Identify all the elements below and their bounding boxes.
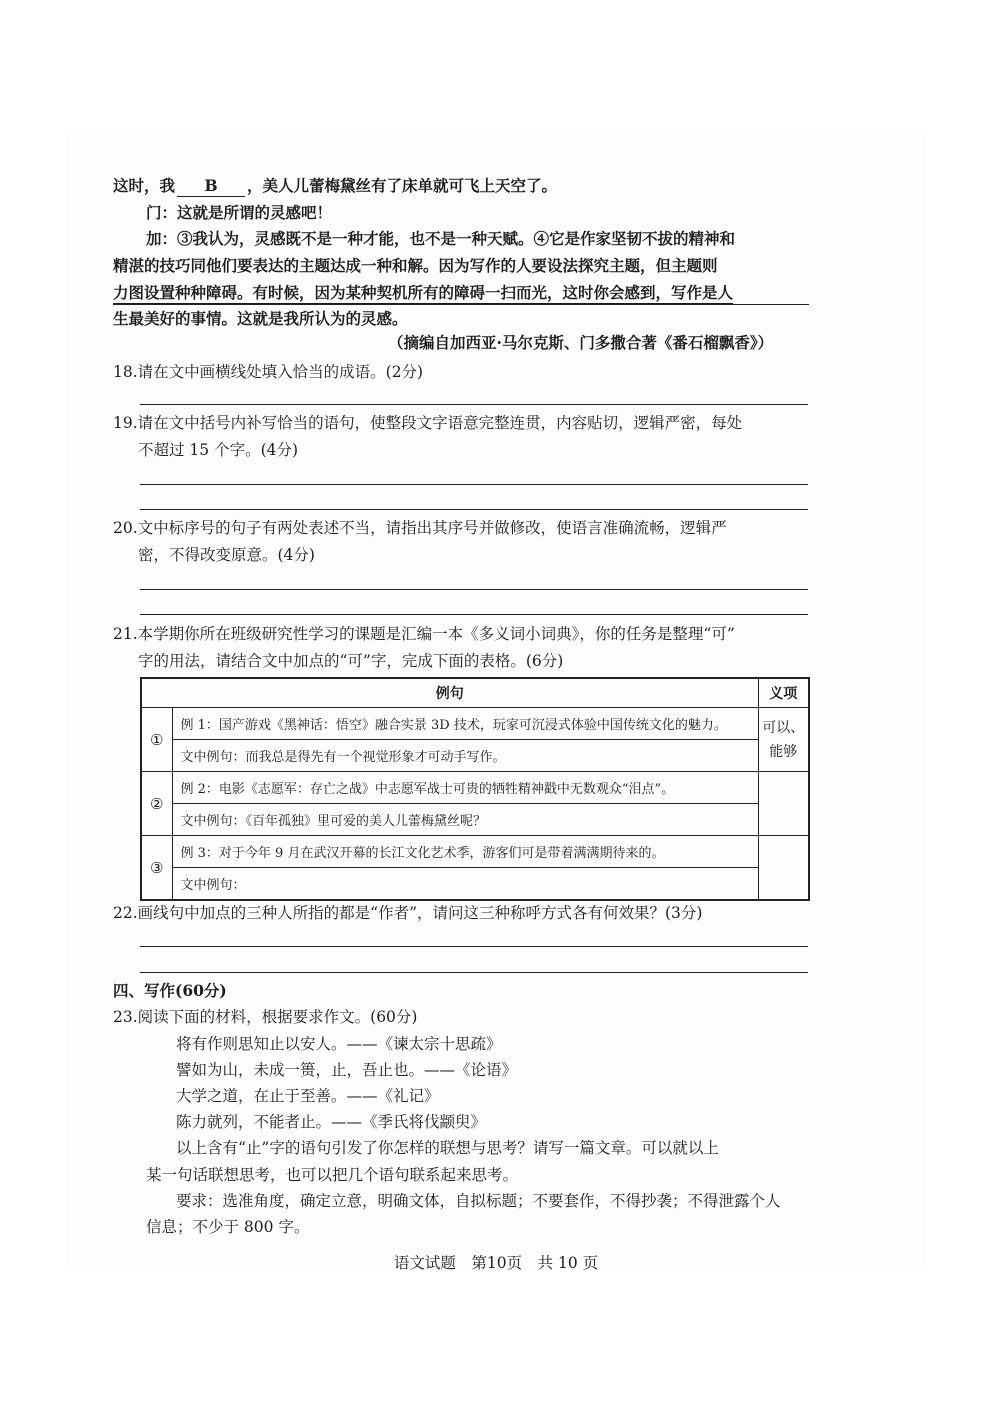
answer-line-19a — [140, 484, 808, 485]
row-number: ① — [141, 708, 172, 772]
page-footer: 语文试题 第10页 共 10 页 — [393, 1254, 599, 1272]
question-23: 23.阅读下面的材料，根据要求作文。(60分) — [113, 1008, 418, 1026]
requirement-line-1: 要求：选准角度，确定立意，明确文体，自拟标题；不要套作，不得抄袭；不得泄露个人 — [176, 1192, 781, 1210]
question-20-line-2: 密，不得改变原意。(4分) — [138, 546, 315, 564]
section-writing: 四、写作(60分) — [113, 981, 227, 1000]
meaning-text: 可以、 — [762, 719, 805, 736]
meaning-cell — [758, 836, 809, 901]
row-number: ③ — [141, 836, 172, 901]
text-example-sentence: 文中例句： — [172, 868, 758, 901]
question-21-line-2: 字的用法，请结合文中加点的“可”字，完成下面的表格。(6分) — [138, 652, 564, 670]
example-sentence: 例 3：对于今年 9 月在武汉开幕的长江文化艺术季，游客们可是带着满满期待来的。 — [172, 836, 758, 868]
row-number: ② — [141, 772, 172, 836]
passage-line-3: 加：③我认为，灵感既不是一种才能，也不是一种天赋。④它是作家坚韧不拔的精神和 — [146, 229, 736, 248]
header-meaning: 义项 — [758, 678, 809, 708]
meaning-text: 能够 — [769, 743, 798, 760]
question-20-line-1: 20.文中标序号的句子有两处表述不当，请指出其序号并做修改，使语言准确流畅，逻辑严 — [113, 519, 727, 537]
question-22: 22.画线句中加点的三种人所指的都是“作者”，请问这三种称呼方式各有何效果？(3分) — [113, 904, 703, 922]
underline-rule — [113, 304, 809, 305]
question-19-line-1: 19.请在文中括号内补写恰当的语句，使整段文字语意完整连贯，内容贴切，逻辑严密，每处 — [113, 414, 743, 432]
passage-line-1 — [113, 176, 557, 197]
example-sentence: 例 2：电影《志愿军：存亡之战》中志愿军战士可贵的牺牲精神戳中无数观众“泪点”。 — [172, 772, 758, 804]
answer-line-22a — [140, 946, 808, 947]
polysemy-table — [140, 677, 810, 901]
text-example-sentence: 文中例句：而我总是得先有一个视觉形象才可动手写作。 — [172, 740, 758, 772]
passage-line-2: 门：这就是所谓的灵感吧！ — [146, 203, 333, 222]
requirement-line-2: 信息；不少于 800 字。 — [146, 1218, 310, 1236]
question-18: 18.请在文中画横线处填入恰当的成语。(2分) — [113, 363, 424, 381]
quote-2: 譬如为山，未成一篑，止，吾止也。——《论语》 — [176, 1061, 518, 1079]
quote-3: 大学之道，在止于至善。——《礼记》 — [176, 1087, 440, 1105]
passage-line-4: 精湛的技巧同他们要表达的主题达成一种和解。因为写作的人要设法探究主题，但主题则 — [113, 256, 718, 275]
answer-line-19b — [140, 509, 808, 510]
answer-line-20a — [140, 589, 808, 590]
quote-4: 陈力就列，不能者止。——《季氏将伐颛臾》 — [176, 1113, 487, 1131]
prompt-line-2: 某一句话联想思考，也可以把几个语句联系起来思考。 — [146, 1166, 519, 1184]
prompt-line-1: 以上含有“止”字的语句引发了你怎样的联想与思考？请写一篇文章。可以就以上 — [176, 1139, 719, 1157]
question-21-line-1: 21.本学期你所在班级研究性学习的课题是汇编一本《多义词小词典》，你的任务是整理“可” — [113, 625, 735, 643]
passage-source: （摘编自加西亚·马尔克斯、门多撒合著《番石榴飘香》） — [388, 333, 774, 352]
question-19-line-2: 不超过 15 个字。(4分) — [138, 441, 299, 459]
answer-line-18 — [140, 404, 808, 405]
text-example-sentence: 文中例句：《百年孤独》里可爱的美人儿蕾梅黛丝呢？ — [172, 804, 758, 836]
answer-line-22b — [140, 972, 808, 973]
quote-1: 将有作则思知止以安人。——《谏太宗十思疏》 — [176, 1035, 502, 1053]
example-sentence: 例 1：国产游戏《黑神话：悟空》融合实景 3D 技术，玩家可沉浸式体验中国传统文化的魅力。 — [172, 708, 758, 740]
answer-line-20b — [140, 614, 808, 615]
passage-text: ，美人儿蕾梅黛丝有了床单就可飞上天空了。 — [247, 176, 558, 195]
blank-b: B — [177, 176, 245, 197]
passage-text: 这时，我 — [113, 176, 176, 195]
header-example: 例句 — [141, 678, 758, 708]
passage-line-5: 力图设置种种障碍。有时候，因为某种契机所有的障碍一扫而光，这时你会感到，写作是人 — [113, 283, 734, 302]
meaning-cell — [758, 708, 809, 772]
passage-line-6: 生最美好的事情。这就是我所认为的灵感。 — [113, 309, 408, 328]
meaning-cell — [758, 772, 809, 836]
